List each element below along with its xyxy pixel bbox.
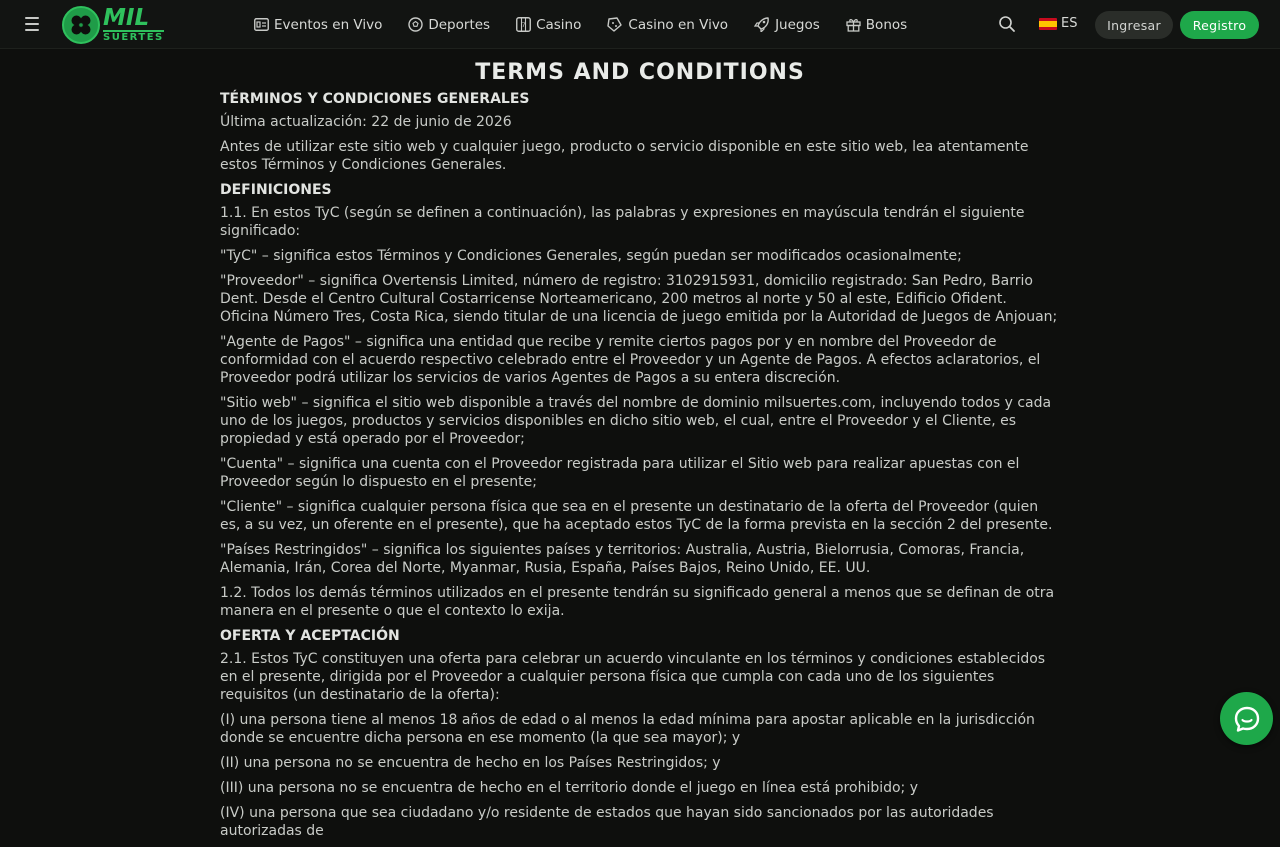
login-button[interactable]: Ingresar	[1095, 11, 1173, 39]
paragraph: 1.1. En estos TyC (según se definen a continuación), las palabras y expresiones en mayúscula tendrán el siguiente significado:	[220, 205, 1025, 239]
terms-content	[220, 56, 1060, 847]
logo-suertes-text: SUERTES	[103, 32, 164, 43]
sports-ball-icon	[408, 17, 423, 32]
nav-casino[interactable]	[516, 17, 581, 33]
search-icon[interactable]	[998, 15, 1016, 33]
paragraph: "Proveedor" – significa Overtensis Limited, número de registro: 3102915931, domicilio registrado: San Pedro, Barrio Dent. Desde el Centro Cultural Costarricense Norteamericano, 200 metros al norte y 50 al este, Edificio Ofident. Oficina Número Tres, Costa Rica, siendo titular de una licencia de juego emitida por la Autoridad de Juegos de Anjouan;	[220, 273, 1058, 325]
paragraph: 2.1. Estos TyC constituyen una oferta para celebrar un acuerdo vinculante en los términos y condiciones establecidos en el presente, dirigida por el Proveedor a cualquier persona física que cumpla con cada uno de los siguientes requisitos (un destinatario de la oferta):	[220, 651, 1046, 703]
site-logo[interactable]	[62, 5, 164, 45]
paragraph: (III) una persona no se encuentra de hecho en el territorio donde el juego en línea está prohibido; y	[220, 780, 919, 796]
chat-bubble-icon	[1233, 705, 1261, 733]
live-events-icon	[254, 18, 269, 31]
logo-mil-text: MIL	[103, 5, 150, 31]
hamburger-menu-icon[interactable]	[22, 14, 42, 34]
language-code: ES	[1061, 16, 1078, 31]
section-heading: TÉRMINOS Y CONDICIONES GENERALES	[220, 91, 530, 107]
paragraph: "Sitio web" – significa el sitio web disponible a través del nombre de dominio milsuertes.com, incluyendo todos y cada uno de los juegos, productos y servicios disponibles en dicho sitio web, el cual, entre el Proveedor y el Cliente, es propiedad y está operado por el Proveedor;	[220, 395, 1052, 447]
live-chat-button[interactable]	[1220, 692, 1273, 745]
svg-text:7: 7	[521, 22, 526, 29]
page-title: TERMS AND CONDITIONS	[475, 60, 805, 85]
paragraph: "Agente de Pagos" – significa una entidad que recibe y remite ciertos pagos por y en nombre del Proveedor de conformidad con el acuerdo respectivo celebrado entre el Proveedor y un Agente de Pagos. A efectos aclaratorios, el Proveedor podrá utilizar los servicios de varios Agentes de Pagos a su entera discreción.	[220, 334, 1041, 386]
live-casino-icon	[607, 17, 623, 32]
register-button[interactable]: Registro	[1180, 11, 1259, 39]
nav-label: Casino	[536, 16, 582, 33]
rocket-icon	[754, 17, 770, 32]
paragraph: Última actualización: 22 de junio de 2026	[220, 114, 512, 130]
paragraph: "TyC" – significa estos Términos y Condiciones Generales, según puedan ser modificados ocasionalmente;	[220, 248, 962, 264]
casino-slot-icon	[516, 17, 531, 32]
nav-bonos[interactable]	[846, 17, 907, 33]
paragraph: "Países Restringidos" – significa los siguientes países y territorios: Australia, Austria, Bielorrusia, Comoras, Francia, Alemania, Irán, Corea del Norte, Myanmar, Rusia, España, Países Bajos, Reino Unido, EE. UU.	[220, 542, 1025, 576]
nav-label: Bonos	[865, 16, 908, 33]
language-selector[interactable]	[1039, 16, 1077, 31]
spain-flag-icon	[1039, 18, 1057, 30]
section-heading: DEFINICIONES	[220, 182, 332, 198]
paragraph: (II) una persona no se encuentra de hecho en los Países Restringidos; y	[220, 755, 721, 771]
nav-label: Juegos	[775, 16, 820, 33]
nav-deportes[interactable]	[408, 17, 490, 33]
nav-juegos[interactable]	[754, 17, 820, 33]
gift-icon	[846, 17, 861, 32]
top-navigation-bar	[0, 0, 1280, 49]
nav-label: Deportes	[428, 16, 491, 33]
nav-label: Eventos en Vivo	[274, 16, 383, 33]
nav-label: Casino en Vivo	[628, 16, 729, 33]
paragraph: "Cuenta" – significa una cuenta con el Proveedor registrada para utilizar el Sitio web para realizar apuestas con el Proveedor según lo dispuesto en el presente;	[220, 456, 1020, 490]
clover-logo-icon	[62, 6, 100, 44]
nav-eventos-en-vivo[interactable]	[254, 17, 382, 33]
paragraph: Antes de utilizar este sitio web y cualquier juego, producto o servicio disponible en este sitio web, lea atentamente estos Términos y Condiciones Generales.	[220, 139, 1029, 173]
paragraph: 1.2. Todos los demás términos utilizados en el presente tendrán su significado general a menos que se definan de otra manera en el presente o que el contexto lo exija.	[220, 585, 1055, 619]
nav-casino-en-vivo[interactable]	[607, 17, 728, 33]
paragraph: (IV) una persona que sea ciudadano y/o residente de estados que hayan sido sancionados por las autoridades autorizadas de	[220, 805, 994, 839]
paragraph: "Cliente" – significa cualquier persona física que sea en el presente un destinatario de la oferta del Proveedor (quien es, a su vez, un oferente en el presente), que ha aceptado estos TyC de la forma prevista en la sección 2 del presente.	[220, 499, 1053, 533]
section-heading: OFERTA Y ACEPTACIÓN	[220, 628, 400, 644]
main-nav	[254, 0, 933, 49]
paragraph: (I) una persona tiene al menos 18 años de edad o al menos la edad mínima para apostar aplicable en la jurisdicción donde se encuentre dicha persona en ese momento (la que sea mayor); y	[220, 712, 1035, 746]
